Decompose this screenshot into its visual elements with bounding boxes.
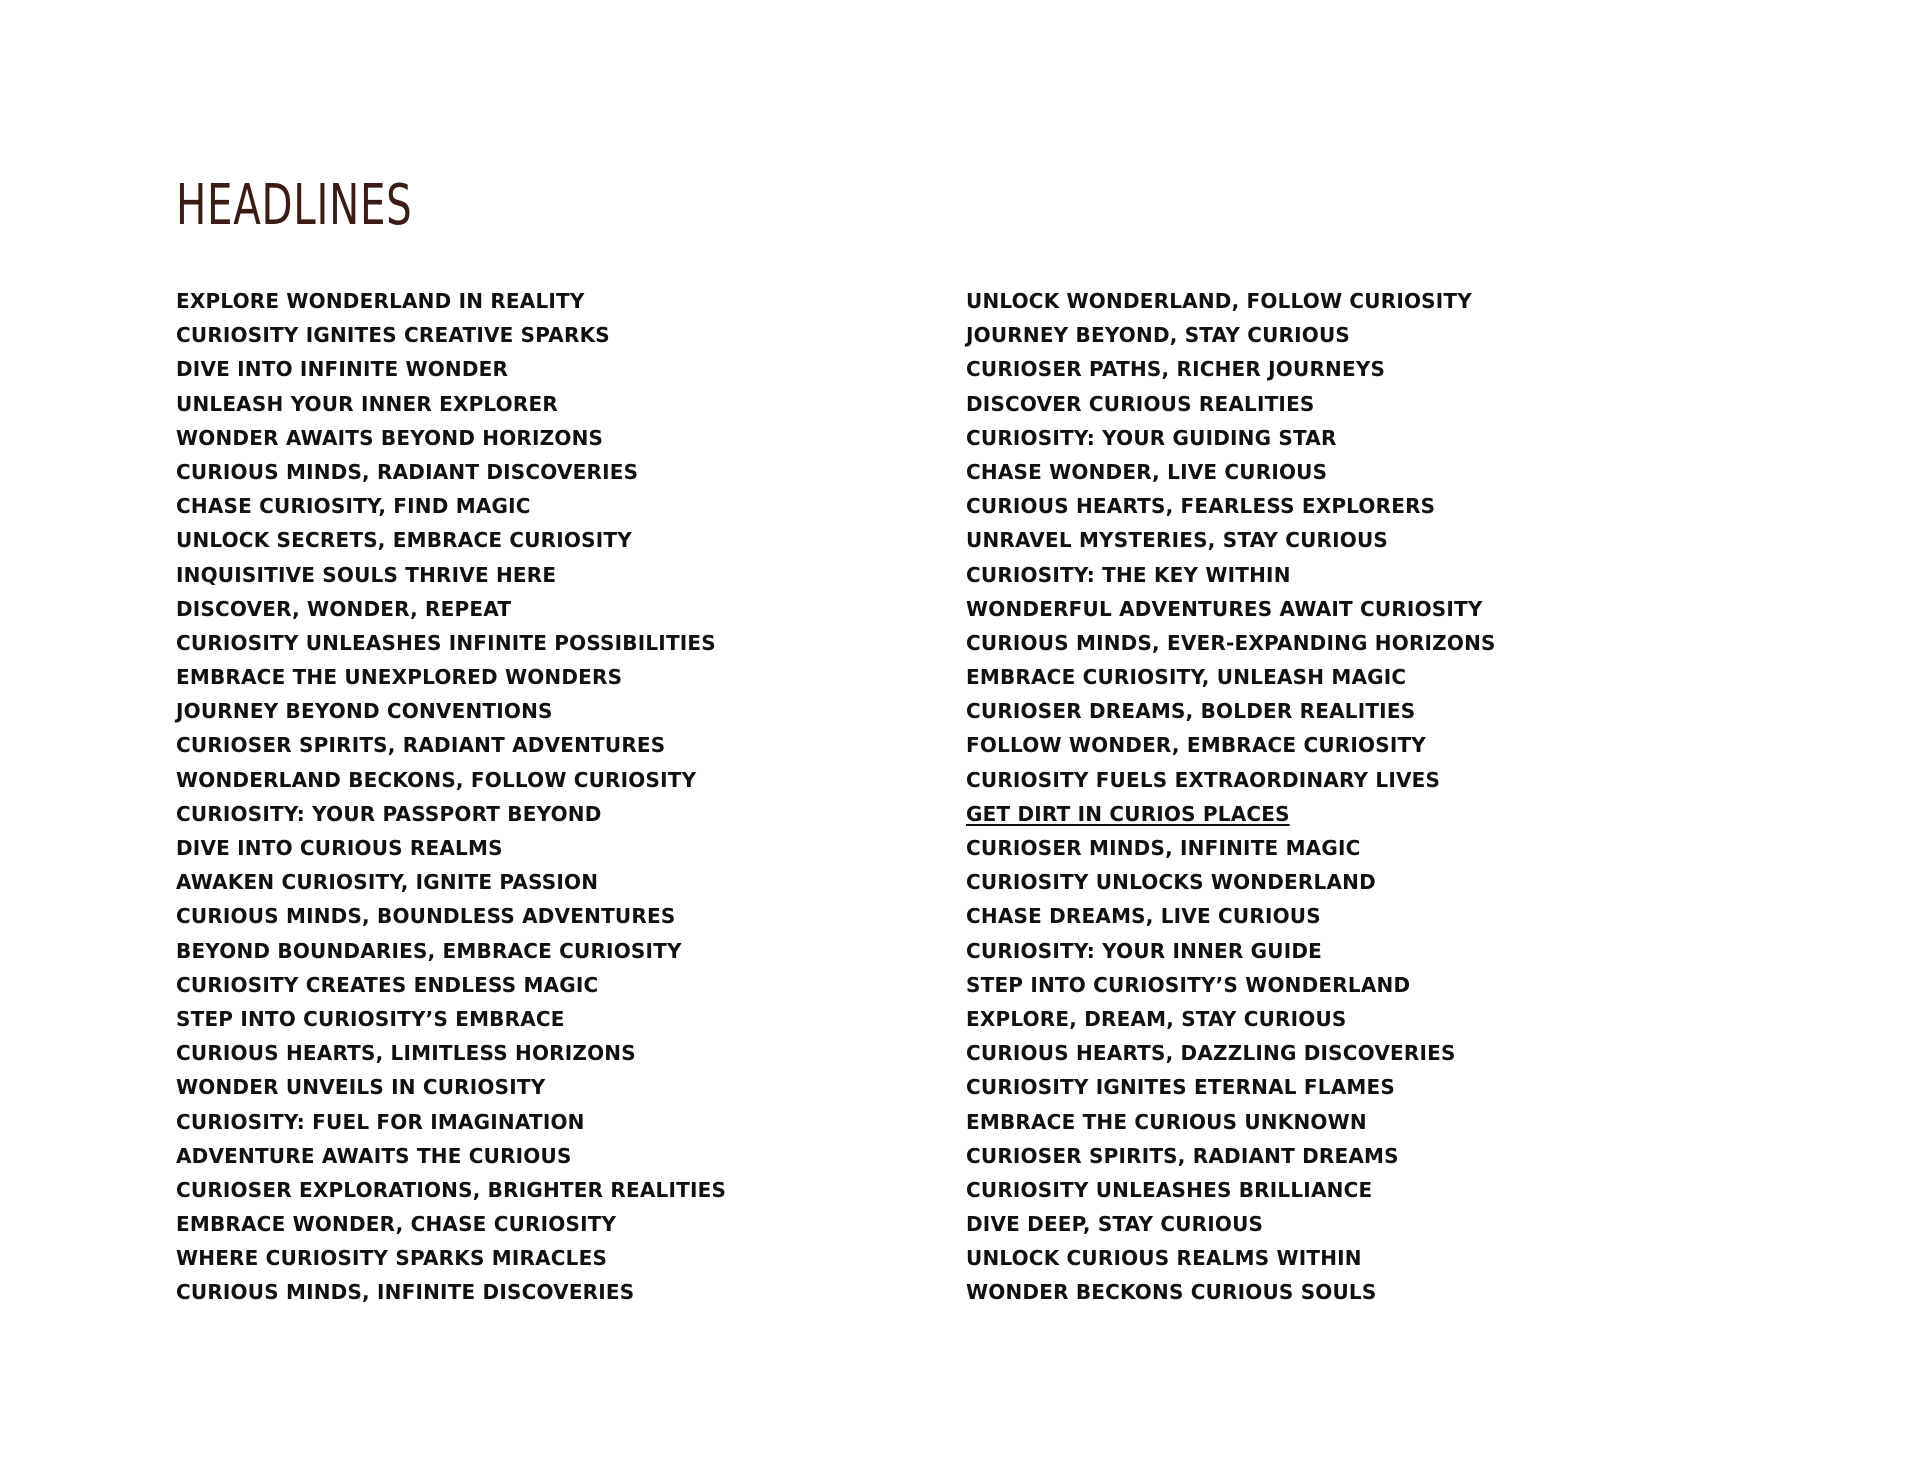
headline-item: CURIOSER DREAMS, BOLDER REALITIES (966, 699, 1416, 724)
headline-item: ADVENTURE AWAITS THE CURIOUS (176, 1143, 572, 1168)
headline-item: CURIOUS MINDS, INFINITE DISCOVERIES (176, 1280, 635, 1305)
headline-item: BEYOND BOUNDARIES, EMBRACE CURIOSITY (176, 938, 682, 963)
headline-item: UNLOCK WONDERLAND, FOLLOW CURIOSITY (966, 289, 1472, 313)
headline-item: GET DIRT IN CURIOS PLACES (966, 801, 1290, 826)
headline-item: EXPLORE, DREAM, STAY CURIOUS (966, 1006, 1347, 1031)
headline-item: CURIOSITY UNLOCKS WONDERLAND (966, 870, 1376, 895)
headline-item: EXPLORE WONDERLAND IN REALITY (176, 289, 585, 313)
headline-item: CURIOSER PATHS, RICHER JOURNEYS (966, 357, 1386, 382)
headline-item: UNLOCK CURIOUS REALMS WITHIN (966, 1246, 1362, 1271)
headline-item: CURIOSITY IGNITES CREATIVE SPARKS (176, 323, 610, 348)
headline-item: JOURNEY BEYOND CONVENTIONS (176, 699, 553, 724)
headline-item: UNLOCK SECRETS, EMBRACE CURIOSITY (176, 528, 632, 553)
headline-item: WONDERLAND BECKONS, FOLLOW CURIOSITY (176, 767, 697, 792)
headline-item: UNLEASH YOUR INNER EXPLORER (176, 391, 558, 416)
headline-item: WONDER AWAITS BEYOND HORIZONS (176, 425, 604, 450)
headline-item: CURIOSER EXPLORATIONS, BRIGHTER REALITIES (176, 1177, 727, 1202)
headline-item: DISCOVER CURIOUS REALITIES (966, 391, 1315, 416)
headline-item: CURIOSITY CREATES ENDLESS MAGIC (176, 972, 599, 997)
headline-item: WONDERFUL ADVENTURES AWAIT CURIOSITY (966, 596, 1483, 621)
headline-item: CURIOSITY UNLEASHES BRILLIANCE (966, 1177, 1373, 1202)
headline-item: STEP INTO CURIOSITY’S EMBRACE (176, 1006, 565, 1031)
headline-item: CURIOSITY IGNITES ETERNAL FLAMES (966, 1075, 1395, 1100)
headline-item: CHASE CURIOSITY, FIND MAGIC (176, 494, 531, 519)
headline-item: CURIOSITY FUELS EXTRAORDINARY LIVES (966, 767, 1441, 792)
headline-item: CURIOSER MINDS, INFINITE MAGIC (966, 836, 1361, 860)
headline-item: CURIOUS MINDS, RADIANT DISCOVERIES (176, 459, 639, 484)
headline-item: JOURNEY BEYOND, STAY CURIOUS (966, 323, 1351, 348)
headline-item: CURIOSER SPIRITS, RADIANT ADVENTURES (176, 733, 666, 758)
headline-item: CURIOSITY: YOUR GUIDING STAR (966, 425, 1337, 450)
headline-item: CURIOUS MINDS, BOUNDLESS ADVENTURES (176, 904, 676, 929)
headline-item: EMBRACE CURIOSITY, UNLEASH MAGIC (966, 665, 1407, 690)
headline-item: CURIOSITY: FUEL FOR IMAGINATION (176, 1109, 585, 1134)
headline-item: INQUISITIVE SOULS THRIVE HERE (176, 562, 557, 587)
headline-item: CHASE DREAMS, LIVE CURIOUS (966, 904, 1321, 929)
headline-list-left (176, 284, 726, 1310)
headline-list-right (966, 284, 1496, 1310)
headline-item: CURIOUS MINDS, EVER-EXPANDING HORIZONS (966, 630, 1496, 655)
headline-item: CURIOSITY: THE KEY WITHIN (966, 562, 1291, 587)
headline-item: CURIOSITY UNLEASHES INFINITE POSSIBILITIES (176, 630, 716, 655)
headline-item: EMBRACE WONDER, CHASE CURIOSITY (176, 1212, 617, 1237)
headline-item: DIVE INTO INFINITE WONDER (176, 357, 509, 382)
page-title: HEADLINES (176, 173, 413, 238)
headline-item: CURIOUS HEARTS, DAZZLING DISCOVERIES (966, 1041, 1456, 1066)
headline-item: CURIOSITY: YOUR PASSPORT BEYOND (176, 801, 602, 826)
headline-item: CURIOSITY: YOUR INNER GUIDE (966, 938, 1323, 963)
headline-item: STEP INTO CURIOSITY’S WONDERLAND (966, 972, 1411, 997)
headline-item: DIVE DEEP, STAY CURIOUS (966, 1212, 1264, 1237)
headline-item: WONDER BECKONS CURIOUS SOULS (966, 1280, 1377, 1305)
headline-item: CHASE WONDER, LIVE CURIOUS (966, 459, 1328, 484)
headline-item: EMBRACE THE UNEXPLORED WONDERS (176, 665, 623, 690)
headline-item: AWAKEN CURIOSITY, IGNITE PASSION (176, 870, 599, 895)
headline-item: DIVE INTO CURIOUS REALMS (176, 836, 503, 860)
headline-item: UNRAVEL MYSTERIES, STAY CURIOUS (966, 528, 1389, 553)
headline-item: CURIOSER SPIRITS, RADIANT DREAMS (966, 1143, 1399, 1168)
headline-item: DISCOVER, WONDER, REPEAT (176, 596, 512, 621)
headline-item: WONDER UNVEILS IN CURIOSITY (176, 1075, 546, 1100)
headline-item: WHERE CURIOSITY SPARKS MIRACLES (176, 1246, 608, 1271)
headline-item: CURIOUS HEARTS, LIMITLESS HORIZONS (176, 1041, 636, 1066)
headline-item: EMBRACE THE CURIOUS UNKNOWN (966, 1109, 1367, 1134)
headline-item: FOLLOW WONDER, EMBRACE CURIOSITY (966, 733, 1426, 758)
headline-item: CURIOUS HEARTS, FEARLESS EXPLORERS (966, 494, 1436, 519)
